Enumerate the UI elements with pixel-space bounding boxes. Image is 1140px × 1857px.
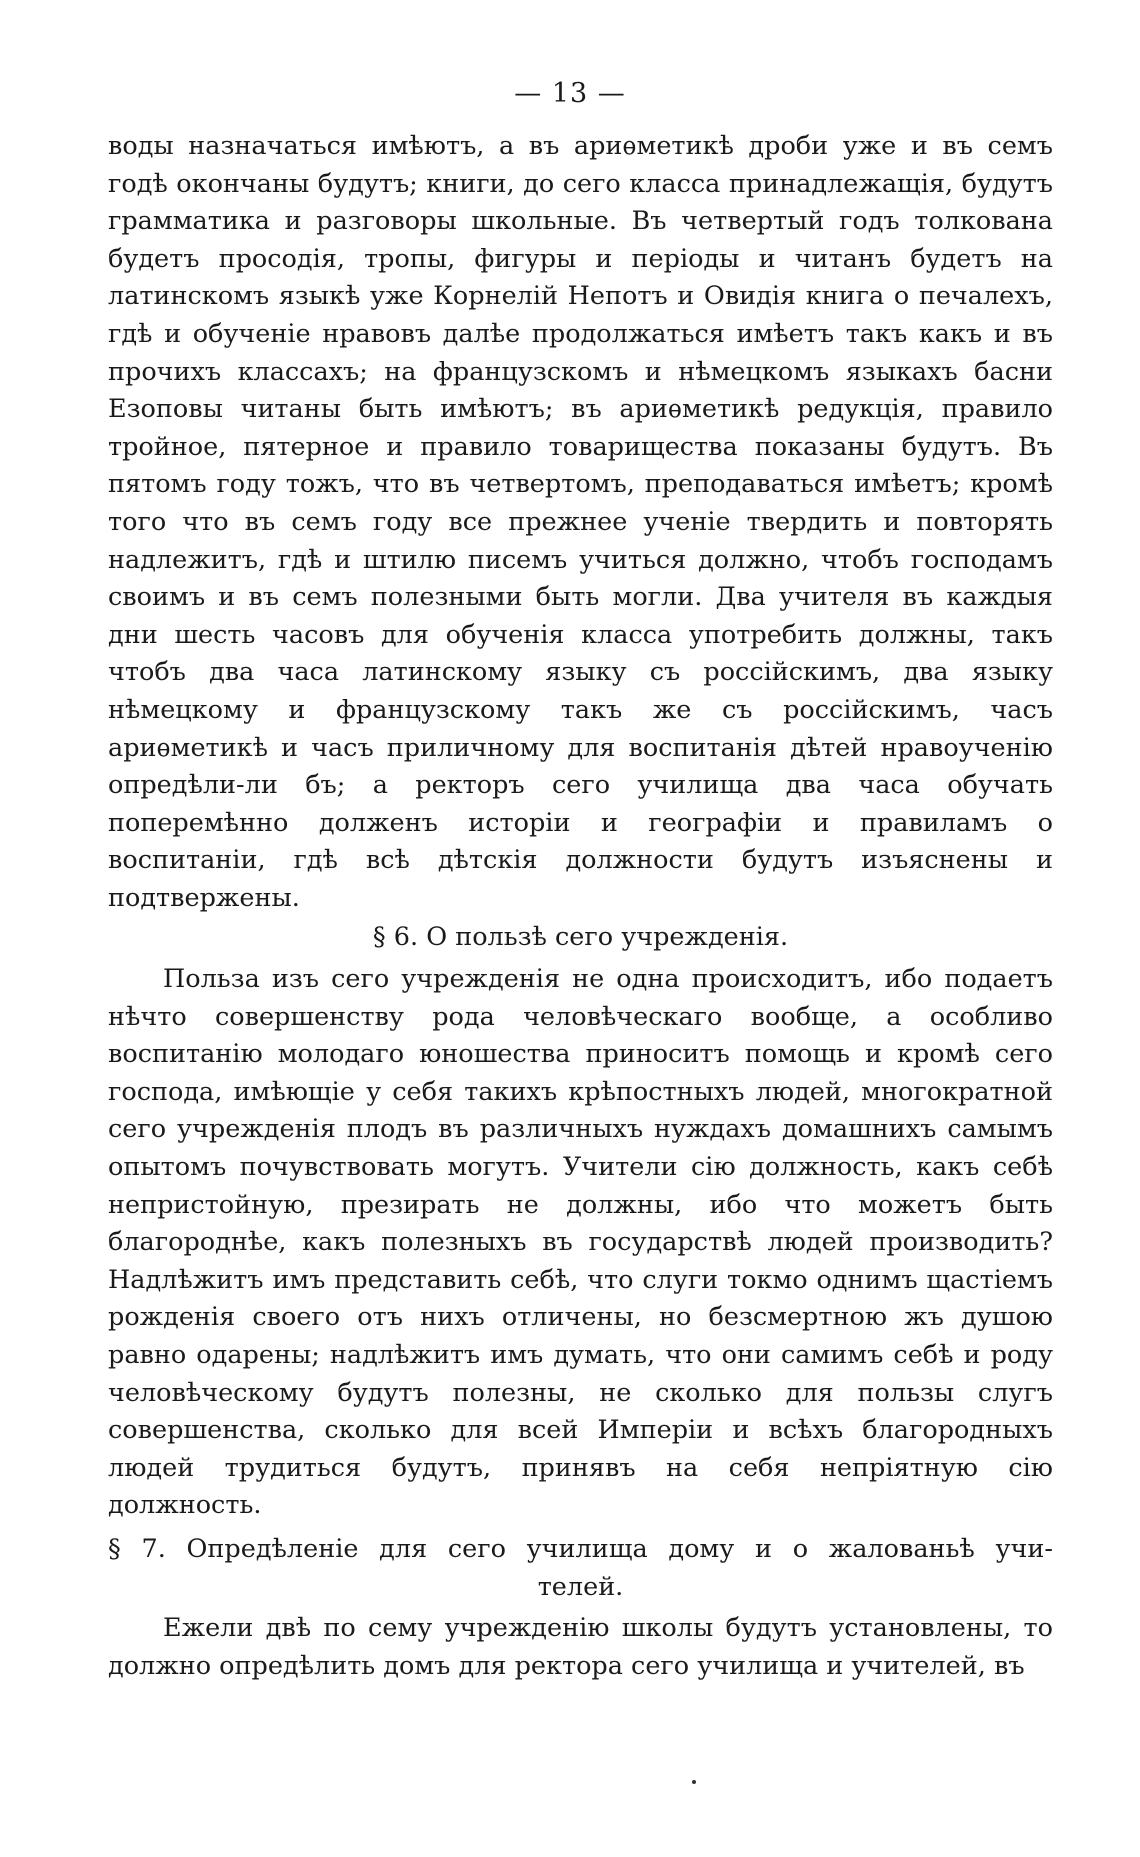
section-6-heading: § 6. О пользѣ сего учрежденія.: [372, 922, 789, 953]
page-number: — 13 —: [514, 78, 626, 109]
page-body: [108, 128, 1053, 1685]
paragraph-section-6: Польза изъ сего учрежденія не одна происходитъ, ибо подаетъ нѣчто совершенству рода человѣческаго вообще, а особливо воспитанію молодаго юношества приноситъ помощь и кромѣ сего господа, имѣющіе у себя такихъ крѣпостныхъ людей, многократной сего учрежденія плодъ въ различныхъ нуждахъ домашнихъ самымъ опытомъ почувствовать могутъ. Учители сію должность, какъ себѣ непристойную, презирать не должны, ибо что можетъ быть благороднѣе, какъ полезныхъ въ государствѣ людей производить? Надлѣжитъ имъ представить себѣ, что слуги токмо однимъ щастіемъ рожденія своего отъ нихъ отличены, но безсмертною жъ душою равно одарены; надлѣжитъ имъ думать, что они самимъ себѣ и роду человѣческому будутъ полезны, не сколько для пользы слугъ совершенства, сколько для всей Имперіи и всѣхъ благородныхъ людей трудиться будутъ, принявъ на себя непріятную сію должность.: [108, 964, 1053, 1521]
print-speck: [692, 1780, 696, 1784]
section-7-heading: [108, 1531, 1053, 1606]
paragraph-section-7: Ежели двѣ по сему учрежденію школы будутъ установлены, то должно опредѣлить домъ для ректора сего училища и учителей, въ: [108, 1613, 1053, 1681]
paragraph-continuation: воды назначаться имѣютъ, а въ ариѳметикѣ дроби уже и въ семъ годѣ окончаны будутъ; книги, до сего класса принадлежащія, будутъ грамматика и разговоры школьные. Въ четвертый годъ толкована будетъ просодія, тропы, фигуры и періоды и читанъ будетъ на латинскомъ языкѣ уже Корнелій Непотъ и Овидія книга о печалехъ, гдѣ и обученіе нравовъ далѣе продолжаться имѣетъ такъ какъ и въ прочихъ классахъ; на французскомъ и нѣмецкомъ языкахъ басни Езоповы читаны быть имѣютъ; въ ариѳметикѣ редукція, правило тройное, пятерное и правило товарищества показаны будутъ. Въ пятомъ году тожъ, что въ четвертомъ, преподаваться имѣетъ; кромѣ того что въ семъ году все прежнее ученіе твердить и повторять надлежитъ, гдѣ и штилю писемъ учиться должно, чтобъ господамъ своимъ и въ семъ полезными быть могли. Два учителя въ каждыя дни шесть часовъ для обученія класса употребить должны, такъ чтобъ два часа латинскому языку съ россійскимъ, два языку нѣмецкому и французскому такъ же съ россійскимъ, часъ ариѳметикѣ и часъ приличному для воспитанія дѣтей нравоученію опредѣли-ли бъ; а ректоръ сего училища два часа обучать поперемѣнно долженъ исторіи и географіи и правиламъ о воспитаніи, гдѣ всѣ дѣтскія должности будутъ изъяснены и подтвержены.: [108, 131, 1053, 913]
section-7-heading-line-2: телей.: [537, 1571, 624, 1602]
section-7-heading-line-1: § 7. Опредѣленіе для сего училища дому и о жалованьѣ учи-: [108, 1533, 1053, 1564]
